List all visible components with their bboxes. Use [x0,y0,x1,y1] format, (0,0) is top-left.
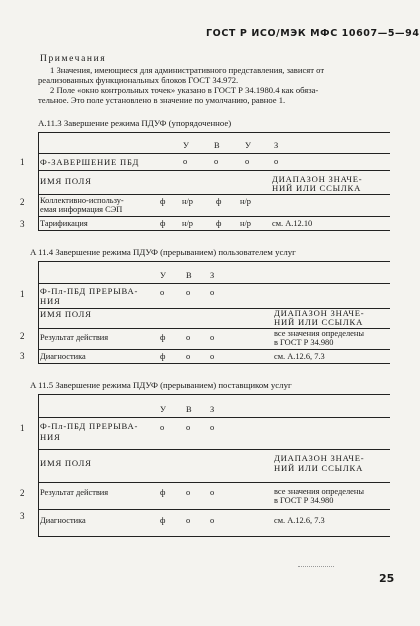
table-rule [38,230,390,231]
row-value: о [186,516,191,525]
row-value: о [210,423,215,432]
row-name-line-1: Ф-Пл-ПБД ПРЕРЫВА- [40,286,139,296]
row-value: о [245,157,250,166]
row-value: о [186,333,191,342]
field-name-header: ИМЯ ПОЛЯ [40,309,92,319]
row-reference-line-2: в ГОСТ Р 34.980 [274,338,334,347]
table-title: A 11.4 Завершение режима ПДУФ (прерыванием) пользователем услуг [30,247,296,257]
col-header: В [214,141,220,150]
row-value: н/р [240,219,251,228]
col-header: В [186,405,192,414]
col-header: У [183,141,189,150]
row-value: ф [160,516,166,525]
table-rule [38,509,390,510]
field-name-header: ИМЯ ПОЛЯ [40,458,92,468]
row-value: о [210,516,215,525]
table-rule [38,132,390,133]
row-reference: см. А.12.6, 7.3 [274,352,325,361]
row-number: 2 [20,197,25,207]
col-header: У [160,271,166,280]
row-value: ф [216,197,222,206]
notes-title: Примечания [40,54,107,64]
row-value: ф [160,219,166,228]
table-rule [38,170,390,171]
table-rule [38,261,390,262]
row-value: н/р [240,197,251,206]
row-name: Ф-ЗАВЕРШЕНИЕ ПБД [40,157,140,167]
col-header: У [245,141,251,150]
row-name-line-1: Коллективно-использу- [40,196,124,205]
range-header-line-2: НИЙ ИЛИ ССЫЛКА [272,183,362,193]
row-name-line-2: НИЯ [40,296,61,306]
page-number: 25 [379,572,395,585]
table-rule [38,216,390,217]
row-value: о [186,288,191,297]
range-header-line-2: НИЙ ИЛИ ССЫЛКА [274,317,364,327]
row-value: о [210,352,215,361]
table-rule [38,482,390,483]
range-header-line-1: ДИАПАЗОН ЗНАЧЕ- [272,174,363,184]
row-name: Диагностика [40,352,86,361]
table-rule [38,449,390,450]
row-name: Диагностика [40,516,86,525]
table-rule [38,349,390,350]
row-value: о [186,423,191,432]
row-reference-line-2: в ГОСТ Р 34.980 [274,496,334,505]
row-value: о [210,488,215,497]
col-header: З [274,141,279,150]
row-value: о [210,288,215,297]
row-value: о [210,333,215,342]
range-header-line-2: НИЙ ИЛИ ССЫЛКА [274,463,364,473]
page-header: ГОСТ Р ИСО/МЭК МФС 10607—5—94 [206,28,420,39]
row-reference-line-1: все значения определены [274,487,364,496]
table-rule [38,363,390,364]
table-title: A.11.3 Завершение режима ПДУФ (упорядоченное) [38,118,232,128]
col-header: В [186,271,192,280]
note-1-line-2: реализованных функциональных блоков ГОСТ 34.972. [38,75,239,85]
row-number: 2 [20,331,25,341]
col-header: У [160,405,166,414]
table-rule [38,283,390,284]
table-title: A 11.5 Завершение режима ПДУФ (прерыванием) поставщиком услуг [30,380,292,390]
row-name-line-2: емая информация СЭП [40,205,123,214]
table-rule [38,536,390,537]
range-header-line-1: ДИАПАЗОН ЗНАЧЕ- [274,453,365,463]
row-reference: см. А.12.10 [272,219,313,228]
row-value: о [186,488,191,497]
col-header: З [210,271,215,280]
row-value: о [186,352,191,361]
row-number: 3 [20,511,25,521]
row-value: ф [160,197,166,206]
row-name: Тарификация [40,219,88,228]
row-number: 1 [20,289,25,299]
row-reference-line-1: все значения определены [274,329,364,338]
table-border [38,394,39,536]
row-value: ф [160,352,166,361]
note-2-line-2: тельное. Это поле установлено в значение по умолчанию, равное 1. [38,95,286,105]
table-border [38,261,39,363]
row-value: о [160,423,165,432]
col-header: З [210,405,215,414]
row-value: о [183,157,188,166]
row-number: 3 [20,351,25,361]
row-value: ф [160,488,166,497]
row-value: н/р [182,197,193,206]
scan-mark [298,566,334,567]
table-rule [38,153,390,154]
table-rule [38,417,390,418]
table-rule [38,394,390,395]
row-reference: см. А.12.6, 7.3 [274,516,325,525]
row-value: о [214,157,219,166]
range-header-line-1: ДИАПАЗОН ЗНАЧЕ- [274,308,365,318]
note-1-line-1: 1 Значения, имеющиеся для административного представления, зависят от [50,65,325,75]
note-2-line-1: 2 Поле «окно контрольных точек» указано в ГОСТ Р 34.1980.4 как обяза- [50,85,319,95]
row-value: ф [216,219,222,228]
row-number: 1 [20,157,25,167]
row-value: н/р [182,219,193,228]
field-name-header: ИМЯ ПОЛЯ [40,176,92,186]
row-value: о [274,157,279,166]
row-name: Результат действия [40,333,109,342]
row-number: 2 [20,488,25,498]
row-number: 3 [20,219,25,229]
table-rule [38,194,390,195]
row-name-line-1: Ф-Пл-ПБД ПРЕРЫВА- [40,421,139,431]
row-value: ф [160,333,166,342]
row-value: о [160,288,165,297]
row-name: Результат действия [40,488,109,497]
row-name-line-2: НИЯ [40,432,61,442]
row-number: 1 [20,423,25,433]
